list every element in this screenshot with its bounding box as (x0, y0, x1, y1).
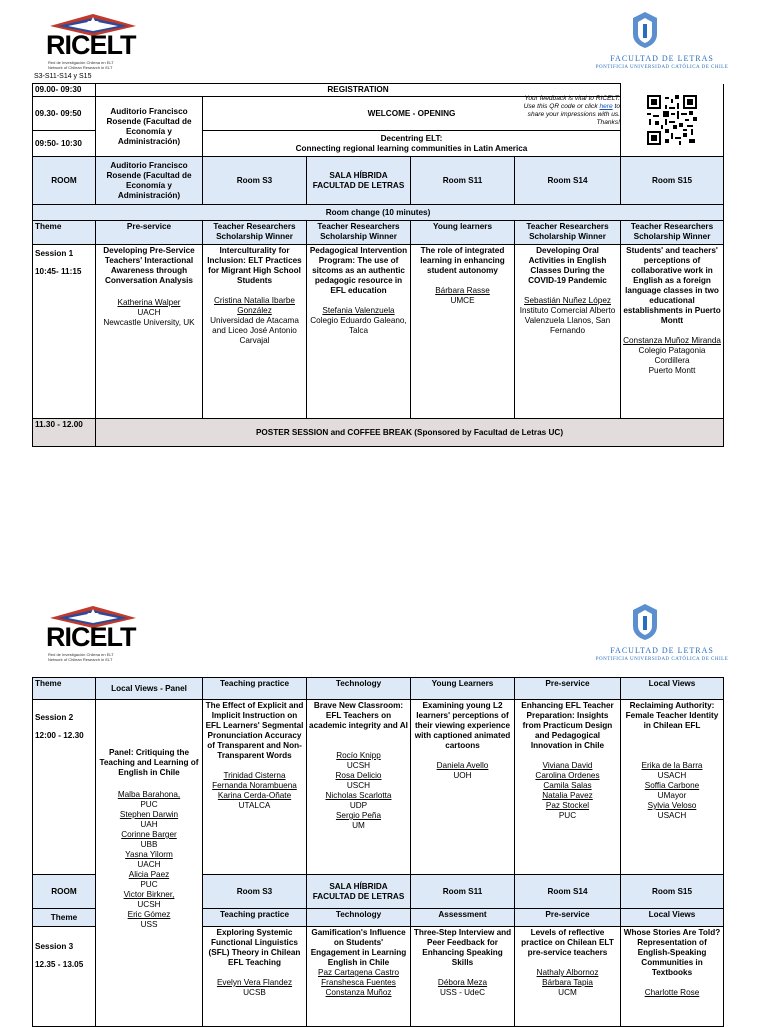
talk-affiliation: UDP (349, 801, 368, 810)
theme-label: Theme (33, 909, 96, 927)
talk-title: Enhancing EFL Teacher Preparation: Insights from Practicum Design and Pedagogical Innovation in Chile (521, 701, 614, 750)
welcome-venue: Auditorio Francisco Rosende (Facultad de Economía y Administración) (96, 97, 203, 157)
talk-affiliation: USS - UdeC (439, 988, 486, 997)
ricelt-subtitle: Red de Investigación Chilena en ELT Network of Chilean Research in ELT (48, 60, 114, 70)
session2-panel (96, 700, 203, 1027)
talk-affiliation: USACH (657, 771, 687, 780)
theme-6: Local Views (621, 678, 724, 700)
panel-person-name[interactable]: Victor Birkner, (123, 890, 175, 899)
session2-talk-5 (515, 700, 621, 875)
panel-title: Panel: Critiquing the Teaching and Learning of English in Chile (99, 748, 199, 777)
registration-time: 09.00- 09:30 (33, 84, 96, 97)
talk-affiliation: Colegio Eduardo Galeano, Talca (310, 316, 407, 335)
talk-affiliation: USCH (346, 781, 371, 790)
talk-affiliation: UCM (558, 988, 577, 997)
talk-affiliation: UCSH (346, 761, 371, 770)
university-name: PONTIFICIA UNIVERSIDAD CATÓLICA DE CHILE (595, 65, 729, 70)
panel-person-name[interactable]: Yasna Yilorm (125, 850, 173, 859)
talk-author[interactable]: Erika de la Barra (641, 761, 703, 770)
talk-author[interactable]: Paz Cartagena Castro (317, 968, 399, 977)
theme-3: Teacher Researchers Scholarship Winner (307, 221, 411, 245)
panel-person-aff: PUC (140, 800, 158, 809)
theme-4: Assessment (411, 909, 515, 927)
theme-4: Young Learners (411, 678, 515, 700)
talk-affiliation: Colegio Patagonia Cordillera Puerto Montt (638, 346, 706, 375)
talk-title: Examining young L2 learners' perceptions of their viewing experience with captioned animated cartoons (414, 701, 511, 750)
panel-person (98, 870, 200, 890)
welcome-time: 09.30- 09:50 (33, 97, 96, 131)
talk-title: The Effect of Explicit and Implicit Instruction on EFL Learners' Segmental Pronunciation Accuracy of Transparent and Non-Transparent Words (205, 701, 304, 760)
talk-author[interactable]: Natalia Pavez (542, 791, 593, 800)
talk-affiliation: UCSB (243, 988, 266, 997)
session1-talk-2 (203, 245, 307, 419)
session3-label-cell (33, 927, 96, 1027)
talk-affiliation: USACH (657, 811, 687, 820)
session1-label-cell (33, 245, 96, 419)
talk-author[interactable]: Daniela Avello (436, 761, 489, 770)
session1-talk-3 (307, 245, 411, 419)
university-name: PONTIFICIA UNIVERSIDAD CATÓLICA DE CHILE (595, 657, 729, 662)
qr-code-icon[interactable] (647, 95, 697, 145)
panel-person (98, 810, 200, 830)
talk-author[interactable]: Franshesca Fuentes (321, 978, 396, 987)
talk-title: Three-Step Interview and Peer Feedback for Enhancing Speaking Skills (413, 928, 512, 967)
registration-label: REGISTRATION (96, 84, 621, 97)
talk-author[interactable]: Bárbara Rasse (435, 286, 490, 295)
session2-talk-3 (307, 700, 411, 875)
talk-author[interactable]: Rosa Delicio (335, 771, 382, 780)
keynote-subtitle: Connecting regional learning communities in Latin America (295, 143, 528, 153)
poster-time: 11.30 - 12.00 (33, 419, 96, 447)
session2-label-cell (33, 700, 96, 875)
theme-label: Theme (33, 221, 96, 245)
talk-title: Reclaiming Authority: Female Teacher Identity in Chilean EFL (625, 701, 719, 730)
talk-title: Developing Oral Activities in English Classes During the COVID-19 Pandemic (528, 246, 607, 285)
room-label: ROOM (33, 875, 96, 909)
room-s14: Room S14 (515, 875, 621, 909)
session2-talk-6 (621, 700, 724, 875)
schedule-table-page2 (32, 677, 724, 1027)
talk-author[interactable]: Karina Cerda-Oñate (217, 791, 292, 800)
panel-person (98, 910, 200, 930)
talk-author[interactable]: Paz Stockel (545, 801, 590, 810)
ricelt-wordmark: RICELT (46, 30, 136, 60)
panel-person-name[interactable]: Corinne Barger (121, 830, 177, 839)
faculty-name: FACULTAD DE LETRAS (610, 54, 714, 63)
feedback-message (520, 95, 620, 127)
talk-title: Students' and teachers' perceptions of collaborative work in English as a foreign language classes in two educational establishments in Puerto Montt (623, 246, 721, 325)
ricelt-logo (44, 12, 154, 68)
theme-2: Teaching practice (203, 909, 307, 927)
theme-5: Pre-service (515, 909, 621, 927)
talk-author[interactable]: Soffia Carbone (644, 781, 700, 790)
theme-3: Technology (307, 909, 411, 927)
theme-1: Local Views - Panel (96, 678, 203, 700)
talk-author[interactable]: Nicholas Scarlotta (325, 791, 392, 800)
theme-3: Technology (307, 678, 411, 700)
talk-author[interactable]: Viviana David (542, 761, 593, 770)
theme-5: Teacher Researchers Scholarship Winner (515, 221, 621, 245)
talk-author[interactable]: Rocío Knipp (336, 751, 381, 760)
theme-label: Theme (33, 678, 96, 700)
talk-title: The role of integrated learning in enhancing student autonomy (420, 246, 505, 275)
talk-title: Levels of reflective practice on Chilean ELT pre-service teachers (521, 928, 614, 957)
talk-author[interactable]: Sylvia Veloso (647, 801, 697, 810)
talk-affiliation: Instituto Comercial Alberto Valenzuela Llanos, San Fernando (519, 306, 616, 335)
panel-person-name[interactable]: Stephen Darwin (119, 810, 179, 819)
panel-person (98, 790, 200, 810)
session1-talk-5 (515, 245, 621, 419)
theme-2: Teacher Researchers Scholarship Winner (203, 221, 307, 245)
theme-1: Pre-service (96, 221, 203, 245)
theme-2: Teaching practice (203, 678, 307, 700)
talk-author[interactable]: Nathaly Albornoz (536, 968, 599, 977)
theme-5: Pre-service (515, 678, 621, 700)
panel-person (98, 850, 200, 870)
talk-author[interactable]: Bárbara Tapia (542, 978, 593, 987)
session2-talk-4 (411, 700, 515, 875)
theme-6: Local Views (621, 909, 724, 927)
talk-affiliation: UM (352, 821, 365, 830)
feedback-pre: Your feedback is vital to RICELT. Use this QR code or click (523, 95, 620, 110)
room-hibrida: SALA HÍBRIDA FACULTAD DE LETRAS (307, 875, 411, 909)
panel-person-name[interactable]: Malba Barahona, (117, 790, 181, 799)
facultad-letras-logo (574, 10, 750, 80)
talk-author[interactable]: Evelyn Vera Flandez (216, 978, 293, 987)
session1-time: 10:45- 11:15 (35, 267, 82, 276)
theme-6: Teacher Researchers Scholarship Winner (621, 221, 724, 245)
panel-person (98, 830, 200, 850)
session3-talk-2 (203, 927, 307, 1027)
room-hibrida: SALA HÍBRIDA FACULTAD DE LETRAS (307, 157, 411, 205)
talk-author[interactable]: Constanza Muñoz Miranda (623, 336, 721, 345)
talk-author[interactable]: Katherina Walper (117, 298, 181, 307)
talk-author[interactable]: Sebastián Nuñez López (524, 296, 611, 305)
session2-talk-2 (203, 700, 307, 875)
poster-label: POSTER SESSION and COFFEE BREAK (Sponsored by Facultad de Letras UC) (96, 419, 724, 447)
room-s15: Room S15 (621, 875, 724, 909)
session2-time: 12:00 - 12.30 (35, 731, 84, 740)
talk-author[interactable]: Carolina Ordenes (535, 771, 600, 780)
panel-person-aff: USS (140, 920, 158, 929)
talk-author[interactable]: Camila Salas (543, 781, 592, 790)
session3-talk-3 (307, 927, 411, 1027)
talk-affiliation: UMayor (657, 791, 687, 800)
talk-affiliation: UACH Newcastle University, UK (103, 308, 195, 327)
room-s3: Room S3 (203, 157, 307, 205)
room-s11: Room S11 (411, 875, 515, 909)
session1-label: Session 1 (35, 249, 74, 258)
panel-person-aff: PUC (140, 880, 158, 889)
session2-label: Session 2 (35, 713, 74, 722)
talk-title: Interculturality for Inclusion: ELT Practices for Migrant High School Students (207, 246, 302, 285)
panel-person (98, 890, 200, 910)
panel-person-aff: UBB (140, 840, 158, 849)
room-auditorio: Auditorio Francisco Rosende (Facultad de Economía y Administración) (96, 157, 203, 205)
panel-person-aff: UAH (140, 820, 158, 829)
welcome-label: WELCOME - OPENING (203, 97, 621, 131)
talk-author[interactable]: Trinidad Cisterna (223, 771, 286, 780)
keynote-time: 09:50- 10:30 (33, 131, 96, 157)
uc-seal-icon (630, 10, 660, 50)
room-s14: Room S14 (515, 157, 621, 205)
talk-title: Developing Pre-Service Teachers' Interactional Awareness through Conversation Analysis (103, 246, 195, 285)
uc-seal-icon (630, 602, 660, 642)
talk-author[interactable]: Fernanda Norambuena (212, 781, 297, 790)
talk-author[interactable]: Constanza Muñoz (325, 988, 392, 997)
session3-time: 12.35 - 13.05 (35, 960, 84, 969)
talk-title: Brave New Classroom: EFL Teachers on academic integrity and AI (309, 701, 408, 730)
session1-talk-1 (96, 245, 203, 419)
ricelt-wordmark: RICELT (46, 622, 136, 652)
room-s15: Room S15 (621, 157, 724, 205)
talk-author[interactable]: Sergio Peña (335, 811, 382, 820)
session3-talk-4 (411, 927, 515, 1027)
talk-author[interactable]: Stefania Valenzuela (322, 306, 395, 315)
ricelt-subtitle: Red de Investigación Chilena en ELT Network of Chilean Research in ELT (48, 652, 114, 662)
room-s11: Room S11 (411, 157, 515, 205)
theme-4: Young learners (411, 221, 515, 245)
session3-talk-5 (515, 927, 621, 1027)
facultad-letras-logo-2 (574, 602, 750, 672)
feedback-post: to share your impressions with us. Thanks! (527, 103, 620, 126)
feedback-link[interactable]: here (599, 103, 613, 110)
talk-author[interactable]: Cristina Natalia Ibarbe González (213, 296, 295, 315)
room-change-notice: Room change (10 minutes) (33, 205, 724, 221)
panel-person-aff: UACH (137, 860, 161, 869)
talk-author[interactable]: Débora Meza (437, 978, 488, 987)
panel-person-name[interactable]: Alicia Paez (128, 870, 170, 879)
panel-person-aff: UCSH (137, 900, 161, 909)
talk-affiliation: UTALCA (238, 801, 271, 810)
talk-affiliation: UMCE (450, 296, 475, 305)
talk-title: Exploring Systemic Functional Linguistics (SFL) Theory in Chilean EFL Teaching (208, 928, 301, 967)
talk-affiliation: PUC (558, 811, 577, 820)
talk-title: Pedagogical Intervention Program: The use of sitcoms as an authentic pedagogic resource in EFL education (309, 246, 408, 295)
ricelt-logo-2 (44, 604, 154, 660)
session1-talk-4 (411, 245, 515, 419)
talk-affiliation: UOH (453, 771, 472, 780)
keynote-title: Decentring ELT: (380, 133, 443, 143)
talk-author[interactable]: Charlotte Rose (644, 988, 700, 997)
talk-affiliation: Universidad de Atacama and Liceo José Antonio Carvajal (210, 316, 299, 345)
session3-label: Session 3 (35, 942, 74, 951)
talk-title: Gamification's Influence on Students' Engagement in Learning English in Chile (310, 928, 407, 967)
faculty-name: FACULTAD DE LETRAS (610, 646, 714, 655)
room-label: ROOM (33, 157, 96, 205)
feedback-box (520, 95, 720, 155)
panel-person-name[interactable]: Eric Gómez (127, 910, 171, 919)
talk-title: Whose Stories Are Told? Representation of English-Speaking Communities in Textbooks (623, 928, 721, 977)
session3-talk-6 (621, 927, 724, 1027)
session1-talk-6 (621, 245, 724, 419)
room-code: S3-S11-S14 y S15 (34, 73, 92, 80)
room-s3: Room S3 (203, 875, 307, 909)
